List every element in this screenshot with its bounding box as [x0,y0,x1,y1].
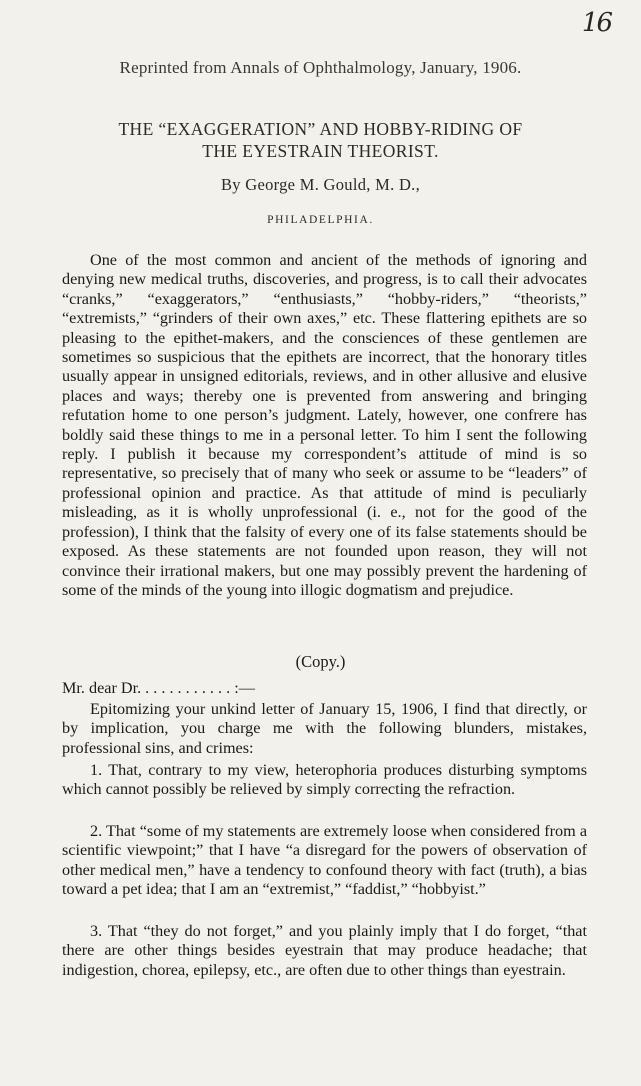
copy-label: (Copy.) [295,652,346,671]
title-line-1: THE “EXAGGERATION” AND HOBBY-RIDING OF [118,119,523,139]
salutation: Mr. dear Dr. . . . . . . . . . . . :— [62,679,255,697]
handwritten-page-number: 16 [581,8,611,38]
charge-item-1: 1. That, contrary to my view, heterophoria produces disturbing symptoms which cannot possibly be relieved by simply correcting the refraction. [62,761,587,799]
charge-item-2: 2. That “some of my statements are extremely loose when considered from a scientific viewpoint;” that I have “a disregard for the powers of observation of other medical men,” have a tendency to confound theory with fact (truth), a bias toward a pet idea; that I am an “extremist,” “faddist,” “hobbyist.” [62,822,587,899]
author-location: PHILADELPHIA. [267,214,374,226]
article-title [0,118,641,162]
charge-item-3: 3. That “they do not forget,” and you plainly imply that I do forget, “that there are other things besides eyestrain that may produce headache; that indigestion, chorea, epilepsy, etc., are often due to other things than eyestrain. [62,922,587,979]
reprint-notice: Reprinted from Annals of Ophthalmology, January, 1906. [119,58,522,77]
title-line-2: THE EYESTRAIN THEORIST. [202,141,439,161]
author-byline: By George M. Gould, M. D., [220,175,421,194]
letter-paragraph: Epitomizing your unkind letter of January 15, 1906, I find that directly, or by implication, you charge me with the following blunders, mistakes, professional sins, and crimes: [62,700,587,757]
intro-paragraph: One of the most common and ancient of the methods of ignoring and denying new medical truths, discoveries, and progress, is to call their advocates “cranks,” “exaggerators,” “enthusiasts,” “hobby-riders,” “theorists,” “extremists,” “grinders of their own axes,” etc. These flattering epithets are so pleasing to the epithet-makers, and the consciences of these gentlemen are sometimes so suspicious that the epithets are incorrect, that the honorary titles usually appear in unsigned editorials, reviews, and in other allusive and elusive places and ways; thereby one is prevented from answering and bringing refutation home to one person’s judgment. Lately, however, one confrere has boldly said these things to me in a personal letter. To him I sent the following reply. I publish it because my correspondent’s attitude of mind is so representative, so precisely that of many who seek or assume to be “leaders” of professional opinion and practice. As that attitude of mind is peculiarly misleading, as it is wholly unprofessional (i. e., not for the good of the profession), I think that the falsity of every one of its false statements should be exposed. As these statements are not founded upon reason, they will not convince their irrational makers, but one may possibly prevent the hardening of some of the minds of the young into illogic dogmatism and prejudice. [62,251,587,599]
